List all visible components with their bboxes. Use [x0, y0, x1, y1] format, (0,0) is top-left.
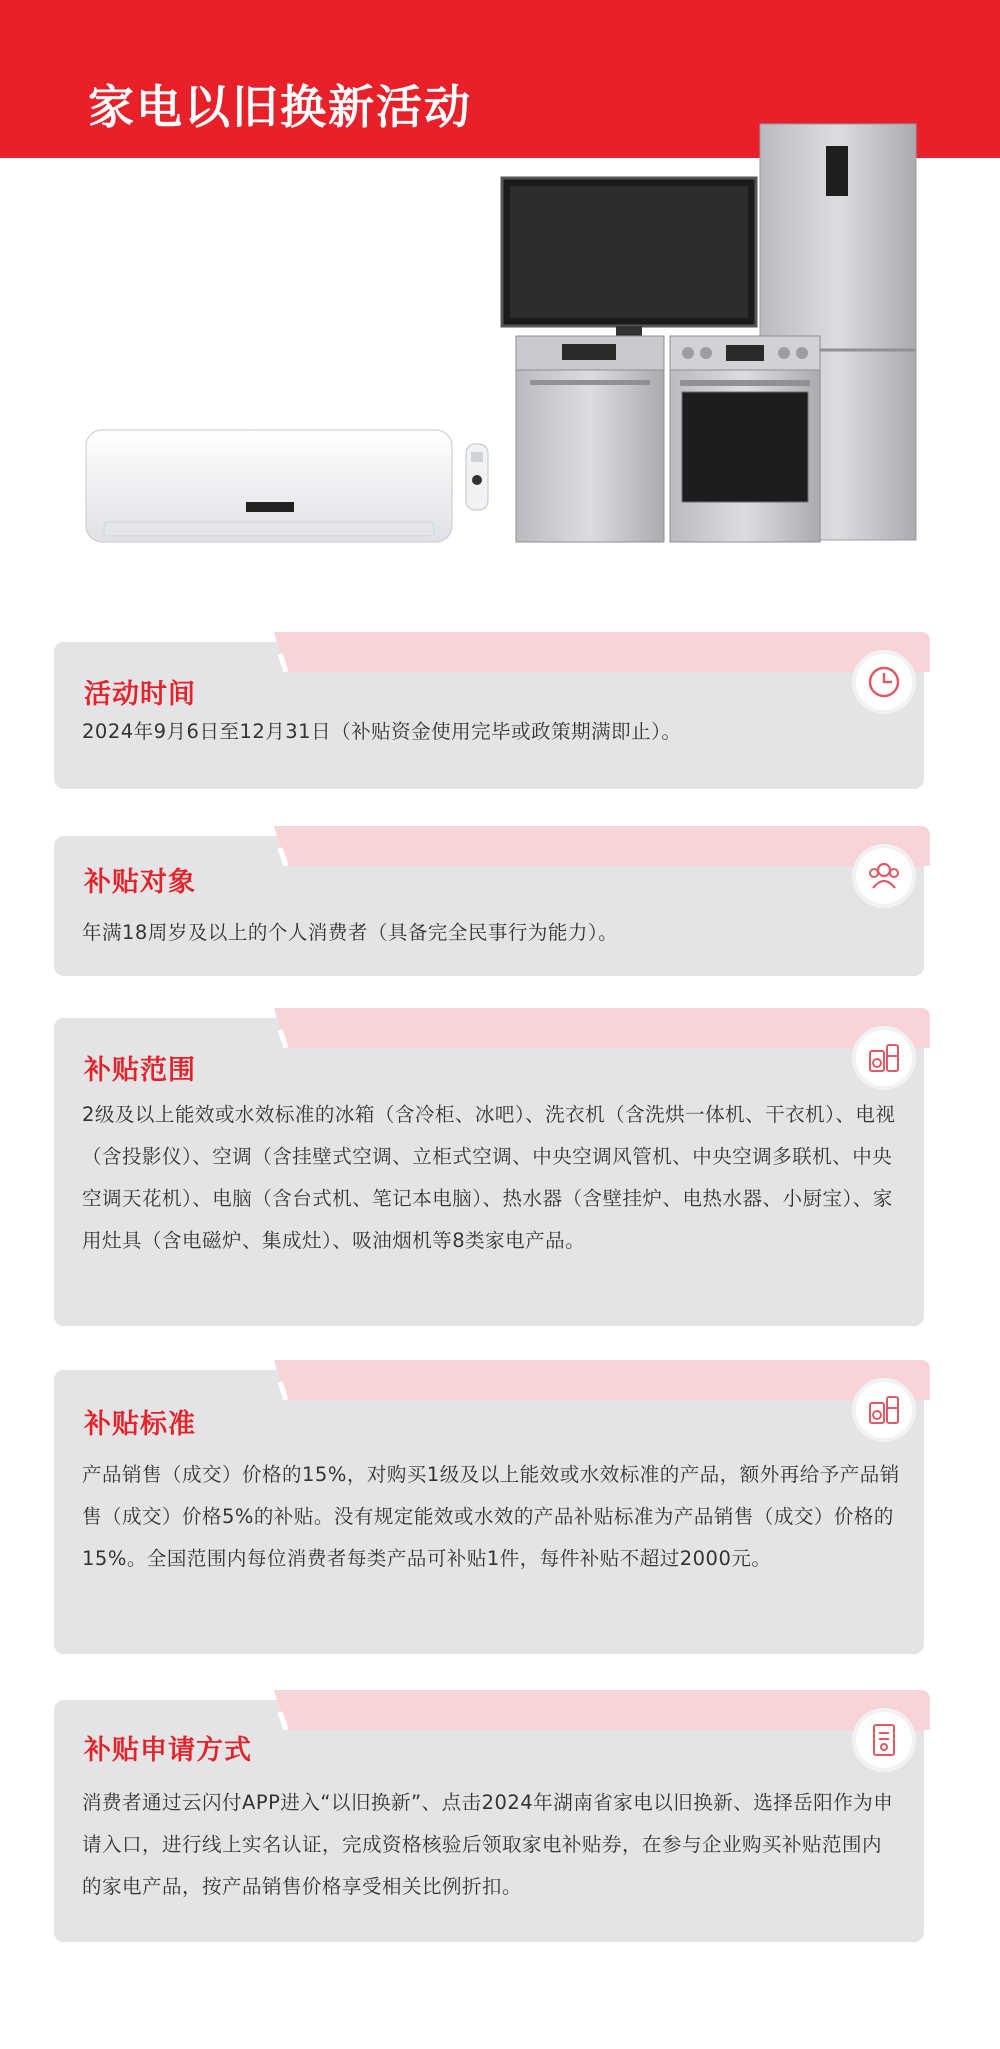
- section-subsidy-standard: [54, 1370, 924, 1654]
- users-icon: [856, 848, 912, 904]
- card-header-tab: [274, 1690, 930, 1730]
- section-eligible-consumers: [54, 836, 924, 976]
- appliance-icon: [856, 1030, 912, 1086]
- section-text: 消费者通过云闪付APP进入“以旧换新”、点击2024年湖南省家电以旧换新、选择岳阳作为申请入口，进行线上实名认证，完成资格核验后领取家电补贴券，在参与企业购买补贴范围内的家电产品，按产品销售价格享受相关比例折扣。: [82, 1791, 894, 1898]
- section-text: 产品销售（成交）价格的15%，对购买1级及以上能效或水效标准的产品，额外再给予产品销售（成交）价格5%的补贴。没有规定能效或水效的产品补贴标准为产品销售（成交）价格的15%。全国范围内每位消费者每类产品可补贴1件，每件补贴不超过2000元。: [82, 1463, 900, 1570]
- appliances-illustration: [80, 118, 940, 558]
- page-title: 家电以旧换新活动: [88, 80, 472, 134]
- appliance-icon: [856, 1382, 912, 1438]
- oven-icon: [670, 336, 820, 542]
- television-icon: [502, 178, 756, 336]
- section-subsidy-scope: [54, 1018, 924, 1326]
- card-header-tab: [274, 1008, 930, 1048]
- section-title: 活动时间: [84, 679, 196, 710]
- section-application-method: [54, 1700, 924, 1942]
- air-conditioner-icon: [86, 430, 452, 542]
- remote-control-icon: [466, 444, 488, 510]
- dishwasher-icon: [516, 336, 664, 542]
- section-title: 补贴范围: [84, 1055, 196, 1086]
- section-activity-time: [54, 642, 924, 789]
- card-header-tab: [274, 632, 930, 672]
- card-header-tab: [274, 826, 930, 866]
- section-title: 补贴标准: [84, 1409, 196, 1440]
- card-header-tab: [274, 1360, 930, 1400]
- section-text: 2024年9月6日至12月31日（补贴资金使用完毕或政策期满即止）。: [82, 720, 682, 743]
- clock-icon: [856, 654, 912, 710]
- section-text: 2级及以上能效或水效标准的冰箱（含冷柜、冰吧）、洗衣机（含洗烘一体机、干衣机）、电视（含投影仪）、空调（含挂壁式空调、立柜式空调、中央空调风管机、中央空调多联机、中央空调天花机）、电脑（含台式机、笔记本电脑）、热水器（含壁挂炉、电热水器、小厨宝）、家用灶具（含电磁炉、集成灶）、吸油烟机等8类家电产品。: [82, 1103, 896, 1252]
- section-text: 年满18周岁及以上的个人消费者（具备完全民事行为能力）。: [82, 921, 619, 944]
- document-icon: [856, 1712, 912, 1768]
- section-title: 补贴申请方式: [84, 1735, 252, 1766]
- section-title: 补贴对象: [84, 867, 196, 898]
